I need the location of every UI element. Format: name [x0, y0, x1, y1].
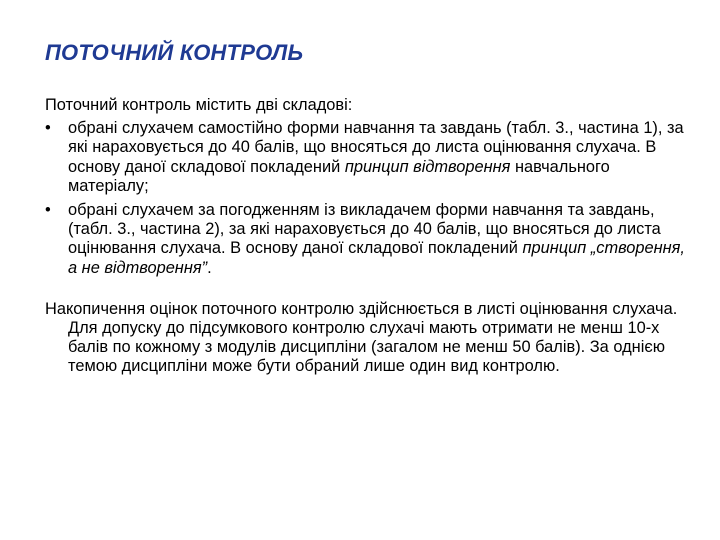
bullet-list — [45, 119, 685, 278]
bullet-icon: • — [45, 119, 51, 138]
slide-title: ПОТОЧНИЙ КОНТРОЛЬ — [45, 40, 304, 65]
bullet-item-1 — [45, 119, 685, 196]
bullet-text-1-before: обрані слухачем самостійно форми навчання та завдань (табл. 3., частина 1), за які нараховується до 40 балів, що вносяться до листа оцінювання слухача. В основу даної складової покладений — [68, 119, 684, 176]
bullet-text-2-after: . — [207, 258, 212, 277]
bullet-text-2-before: обрані слухачем за погодженням із викладачем форми навчання та завдань, (табл. 3., частина 2), за які нараховується до 40 балів, що вносяться до листа оцінювання слухача. В основу даної складової покладений — [68, 201, 661, 258]
bullet-text-1-after: навчального матеріалу; — [68, 157, 610, 195]
bullet-emphasis-2: принцип „створення, а не відтворення” — [68, 239, 685, 277]
intro-text: Поточний контроль містить дві складові: — [45, 96, 353, 114]
slide-content — [45, 96, 685, 377]
bullet-emphasis-1: принцип відтворення — [344, 157, 511, 176]
bullet-icon: • — [45, 201, 51, 220]
summary-paragraph: Накопичення оцінок поточного контролю здійснюється в листі оцінювання слухача. Для допуску до підсумкового контролю слухачі мають отримати не менш 10-х балів по кожному з модулів дисципліни (загалом не менш 50 балів). За однією темою дисципліни може бути обраний лише один вид контролю. — [45, 299, 678, 376]
bullet-item-2 — [45, 201, 685, 278]
